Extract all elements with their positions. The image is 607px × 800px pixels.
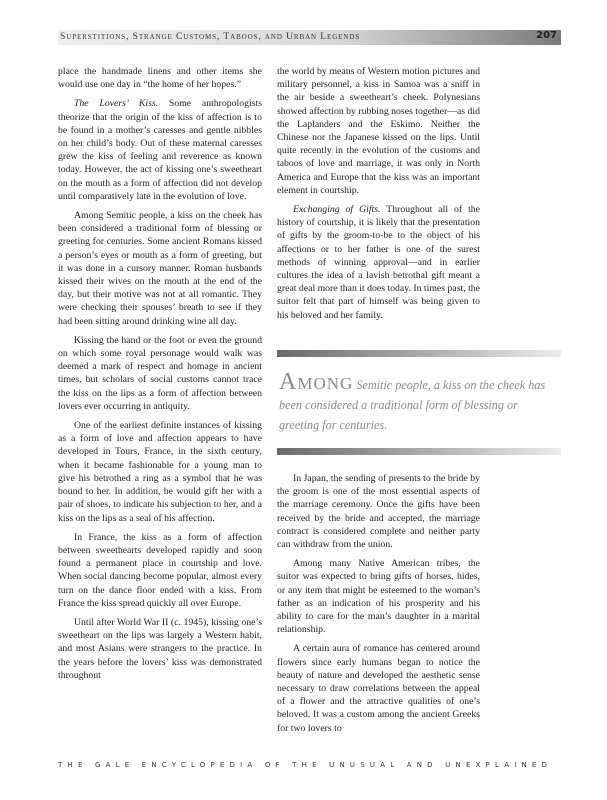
paragraph: Kissing the hand or the foot or even the ground on which some royal personage would walk was deemed a mark of respect and homage in ancient times, but scholars of social customs cannot trace the kiss on the lips as a form of affection between lovers ever occurring in antiquity. [58, 334, 262, 412]
paragraph-body: Some anthropologists theorize that the origin of the kiss of affection is to be found in a mother’s caresses and gentle nibbles on her child’s body. Out of these maternal caresses grew the kiss of feeling and reverence as known today. However, the act of kissing one’s sweetheart on the mouth as a form of affection did not develop until comparatively late in the evolution of love. [58, 98, 262, 202]
paragraph-body: Throughout all of the history of courtship, it is likely that the presentation of gifts by the groom-to-be to the object of his affections or to her father is one of the surest methods of winning approval—and in earlier cultures the idea of a lavish betrothal gift meant a great deal more than it does today. In times past, the suitor felt that part of himself was being given to his beloved and her family. [277, 204, 481, 321]
paragraph: In France, the kiss as a form of affection between sweethearts developed rapidly and soon found a permanent place in courtship and love. When social dancing become popular, almost every turn on the dance floor ended with a kiss. From France the kiss spread quickly all over Europe. [58, 531, 262, 609]
right-column-bottom [277, 472, 480, 741]
paragraph: the world by means of Western motion pictures and military personnel, a kiss in Samoa was a sniff in the air beside a sweetheart’s cheek. Polynesians showed affection by rubbing noses together—as did the Laplanders and the Eskimo. Neither the Chinese nor the Japanese kissed on the lips. Until quite recently in the evolution of the customs and taboos of love and marriage, it was only in North America and Europe that the kiss was an important element in courtship. [277, 66, 480, 196]
paragraph: place the handmade linens and other items she would use one day in “the home of her hopes.” [58, 66, 262, 91]
header-title: Superstitions, Strange Customs, Taboos, and Urban Legends [60, 31, 361, 42]
running-footer: THE GALE ENCYCLOPEDIA OF THE UNUSUAL AND UNEXPLAINED [58, 761, 553, 769]
running-header [58, 30, 561, 45]
right-column-top [277, 65, 480, 328]
pull-quote-text [279, 369, 561, 435]
section-title: Exchanging of Gifts. [293, 204, 381, 216]
paragraph: Among Semitic people, a kiss on the cheek has been considered a traditional form of blessing or greeting for centuries. Some ancient Romans kissed a person’s eyes or mouth as a form of greeting, but it was done in a cursory manner. Roman husbands kissed their wives on the mouth at the end of the day, but their motive was not at all romantic. They were checking their spouses’ breath to see if they had been sitting around drinking wine all day. [58, 210, 262, 327]
paragraph: Until after World War II (c. 1945), kissing one’s sweetheart on the lips was largely a Western habit, and most Asians were strangers to the practice. In the years before the lovers’ kiss was demonstrated throughout [58, 616, 262, 681]
pull-quote-first-word: Among [279, 369, 354, 395]
section-title: The Lovers’ Kiss. [74, 98, 159, 110]
paragraph: In Japan, the sending of presents to the bride by the groom is one of the most essential aspects of the marriage ceremony. Once the gifts have been received by the bride and accepted, the marriage contract is considered complete and neither party can withdraw from the union. [277, 473, 480, 551]
pull-quote [277, 350, 561, 455]
paragraph: Among many Native American tribes, the suitor was expected to bring gifts of horses, hides, or any item that might be esteemed to the woman’s father as an indication of his prosperity and his ability to care for the man’s daughter in a marital relationship. [277, 558, 480, 636]
pull-quote-rest: Semitic people, a kiss on the cheek has been considered a traditional form of blessing or greeting for centuries. [279, 378, 546, 432]
pull-quote-bottom-rule [277, 448, 561, 455]
paragraph-exchanging-gifts [277, 203, 480, 322]
pull-quote-top-rule [277, 350, 561, 357]
paragraph: A certain aura of romance has centered around flowers since early humans began to notice the beauty of nature and developed the aesthetic sense necessary to draw correlations between the appeal of a flower and the attractive qualities of one’s beloved. It was a custom among the ancient Greeks for two lovers to [277, 643, 480, 734]
paragraph: One of the earliest definite instances of kissing as a form of love and affection appears to have developed in Tours, France, in the sixth century, when it became fashionable for a young man to give his betrothed a ring as a symbol that he was bound to her. In addition, he would gift her with a pair of shoes, to indicate his subjection to her, and a kiss on the lips as a seal of his affection. [58, 420, 262, 524]
page-number: 207 [536, 30, 557, 41]
left-column [58, 65, 262, 688]
paragraph-lovers-kiss [58, 97, 262, 203]
